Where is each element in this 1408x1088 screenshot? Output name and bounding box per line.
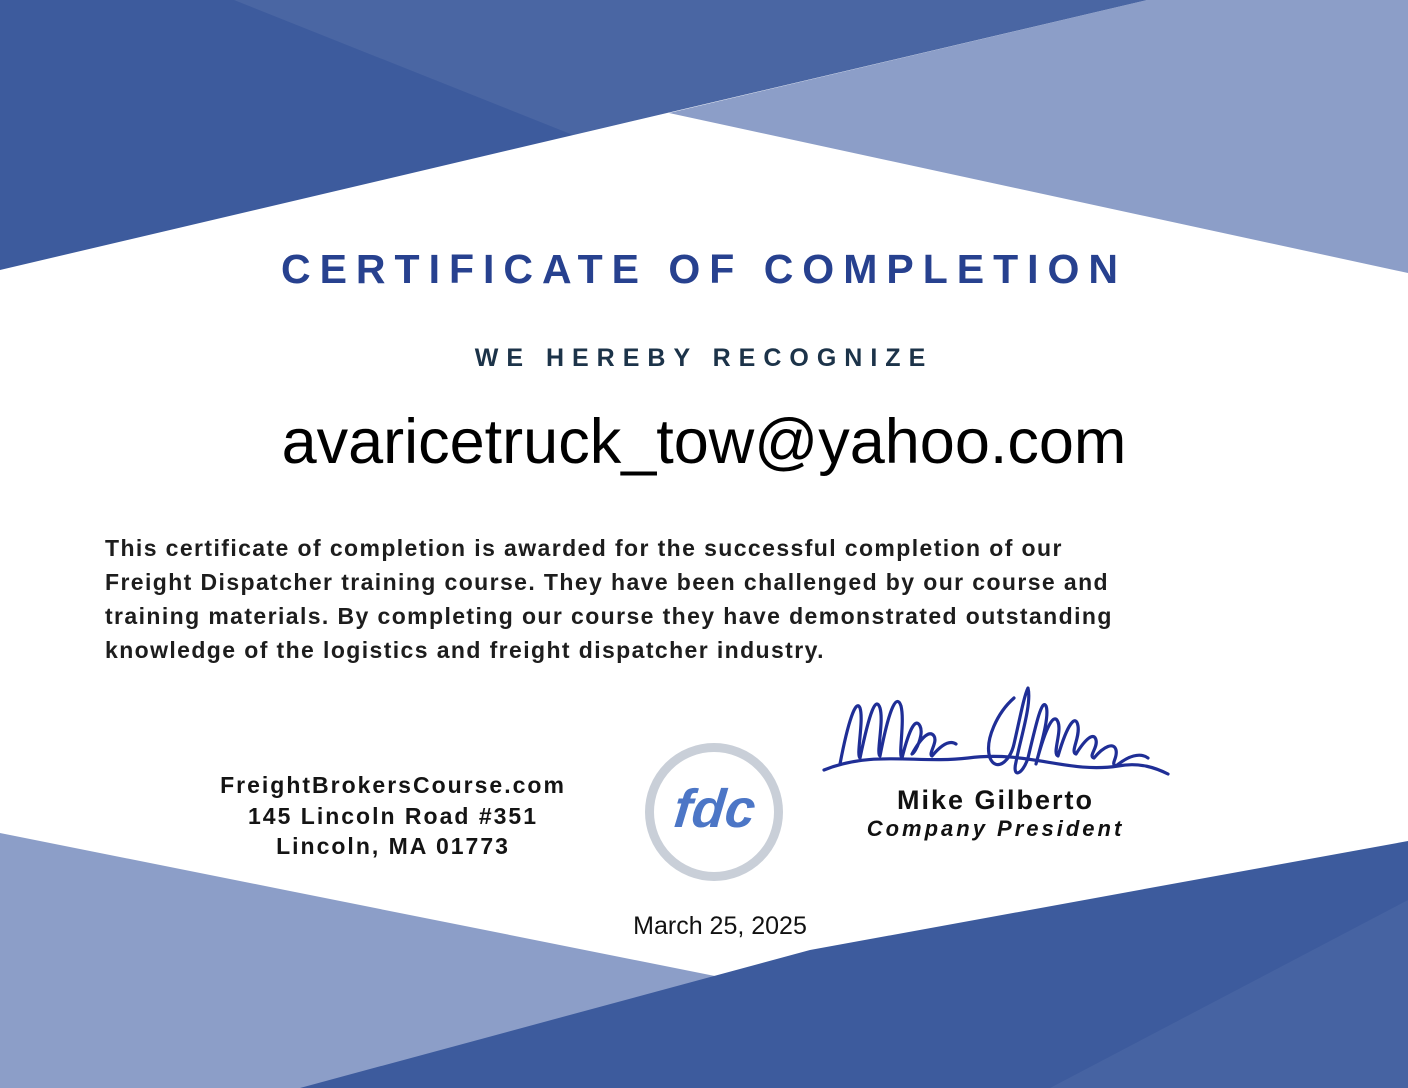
org-name: FreightBrokersCourse.com: [220, 772, 566, 798]
recognize-label: WE HEREBY RECOGNIZE: [474, 344, 934, 372]
certificate-title: CERTIFICATE OF COMPLETION: [280, 246, 1128, 292]
signature-word-2: [989, 688, 1148, 773]
org-address-block: [148, 770, 638, 862]
body-line: This certificate of completion is awarded for the successful completion of our: [105, 535, 1063, 561]
org-address-line1: 145 Lincoln Road #351: [248, 802, 538, 829]
certificate-body: [105, 531, 1315, 667]
body-line: knowledge of the logistics and freight dispatcher industry.: [105, 637, 825, 663]
body-line: training materials. By completing our course they have demonstrated outstanding: [105, 603, 1113, 629]
fdc-logo-text: fdc: [670, 779, 758, 839]
signer-name: Mike Gilberto: [896, 785, 1095, 815]
org-address-line2: Lincoln, MA 01773: [276, 833, 510, 859]
signature-word-1: [840, 701, 956, 764]
signer-title: Company President: [866, 816, 1125, 841]
signature-image: [818, 678, 1173, 790]
fdc-logo: [645, 743, 783, 881]
certificate-date: March 25, 2025: [633, 912, 807, 940]
body-line: Freight Dispatcher training course. They have been challenged by our course and: [105, 569, 1109, 595]
recipient-name: avaricetruck_tow@yahoo.com: [281, 407, 1127, 477]
